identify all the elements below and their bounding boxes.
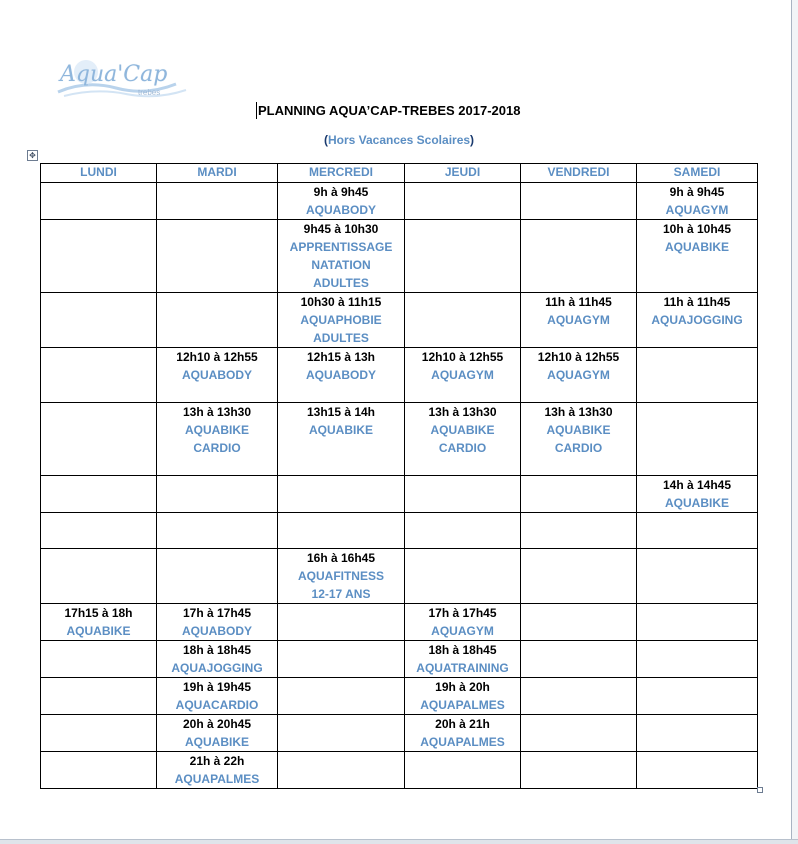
schedule-cell[interactable] [41,220,157,293]
schedule-cell[interactable] [41,513,157,549]
table-row [41,715,758,752]
schedule-cell[interactable] [278,549,405,604]
session-time: 20h à 21h [435,717,490,731]
schedule-cell[interactable] [157,549,278,604]
session-time: 10h à 10h45 [662,222,732,236]
schedule-cell[interactable] [521,549,637,604]
schedule-cell[interactable] [405,752,521,789]
schedule-cell[interactable] [521,348,637,403]
session-activity: AQUAPALMES [420,698,505,712]
session-time: 12h15 à 13h [306,350,376,364]
schedule-cell[interactable] [405,220,521,293]
session-activity: AQUAGYM [431,624,494,638]
schedule-cell[interactable] [637,641,758,678]
schedule-cell[interactable] [157,476,278,513]
session-time: 11h à 11h45 [545,295,612,309]
session-activity: AQUAGYM [665,203,729,217]
schedule-cell[interactable] [41,293,157,348]
page-title: PLANNING AQUA’CAP-TREBES 2017-2018 [258,103,521,118]
schedule-cell[interactable] [41,715,157,752]
session-activity: AQUAJOGGING [651,313,743,327]
schedule-cell[interactable] [41,678,157,715]
session-time: 9h à 9h45 [313,185,369,199]
schedule-cell[interactable] [157,293,278,348]
schedule-cell[interactable] [521,183,637,220]
table-row [41,513,758,549]
table-resize-handle[interactable] [757,787,763,793]
schedule-cell[interactable] [637,549,758,604]
table-row [41,348,758,403]
schedule-cell[interactable] [157,678,278,715]
table-row [41,678,758,715]
session-activity: AQUABODY [181,368,252,382]
session-activity: AQUAGYM [547,368,610,382]
session-time: 16h à 16h45 [306,551,376,565]
table-row [41,752,758,789]
table-row [41,220,758,293]
session-activity: AQUABIKE [308,423,373,437]
schedule-cell[interactable] [637,348,758,403]
session-activity: AQUAPALMES [174,772,260,786]
schedule-cell[interactable] [157,513,278,549]
schedule-cell[interactable] [637,604,758,641]
schedule-cell[interactable] [278,715,405,752]
session-activity: CARDIO [438,441,487,455]
session-time: 19h à 20h [435,680,490,694]
subtitle-text: Hors Vacances Scolaires [327,133,471,147]
schedule-cell[interactable] [637,293,758,348]
schedule-cell[interactable] [157,752,278,789]
session-time: 17h15 à 18h [64,606,133,620]
schedule-cell[interactable] [157,220,278,293]
schedule-cell[interactable] [278,220,405,293]
schedule-cell[interactable] [405,641,521,678]
schedule-cell[interactable] [41,641,157,678]
session-time: 17h à 17h45 [428,606,497,620]
schedule-cell[interactable] [278,641,405,678]
session-activity: AQUAPHOBIE [300,313,382,327]
schedule-cell[interactable] [157,348,278,403]
session-activity: NATATION [311,258,371,272]
table-row [41,549,758,604]
schedule-cell[interactable] [521,403,637,476]
session-time: 12h10 à 12h55 [176,350,258,364]
session-activity: AQUABODY [305,203,376,217]
table-header-row [41,164,758,183]
schedule-cell[interactable] [521,752,637,789]
schedule-cell[interactable] [41,348,157,403]
header-vendredi: VENDREDI [521,164,637,183]
table-move-handle-icon[interactable]: ✥ [27,150,38,161]
logo-subtext: trebes [138,88,161,97]
session-time: 11h à 11h45 [663,295,731,309]
schedule-cell[interactable] [157,641,278,678]
aquacap-logo [56,58,196,104]
window-bottom-edge [0,839,798,844]
session-activity: 12-17 ANS [311,587,371,601]
session-time: 10h30 à 11h15 [300,295,382,309]
session-activity: AQUATRAINING [416,661,509,675]
header-lundi: LUNDI [41,164,157,183]
table-row [41,604,758,641]
schedule-cell[interactable] [521,715,637,752]
schedule-cell[interactable] [521,604,637,641]
logo-text: Aqua'Cap [60,62,168,87]
schedule-cell[interactable] [278,678,405,715]
schedule-cell[interactable] [405,403,521,476]
session-activity: AQUABIKE [546,423,611,437]
schedule-cell[interactable] [405,293,521,348]
session-activity: AQUABIKE [664,496,729,510]
session-time: 14h à 14h45 [662,478,732,492]
session-time: 17h à 17h45 [182,606,252,620]
schedule-cell[interactable] [157,604,278,641]
schedule-cell[interactable] [278,348,405,403]
session-activity: AQUAJOGGING [171,661,263,675]
session-activity: AQUAGYM [547,313,610,327]
schedule-cell[interactable] [637,715,758,752]
schedule-cell[interactable] [278,293,405,348]
session-time: 19h à 19h45 [182,680,252,694]
table-row [41,293,758,348]
session-time: 13h à 13h30 [544,405,613,419]
schedule-cell[interactable] [637,476,758,513]
schedule-cell[interactable] [405,348,521,403]
schedule-cell[interactable] [405,715,521,752]
header-jeudi: JEUDI [405,164,521,183]
session-activity: CARDIO [193,441,241,455]
schedule-table [40,163,758,789]
schedule-cell[interactable] [637,513,758,549]
session-time: 20h à 20h45 [182,717,252,731]
schedule-cell[interactable] [278,403,405,476]
schedule-cell[interactable] [41,752,157,789]
session-time: 13h à 13h30 [182,405,252,419]
table-row [41,183,758,220]
session-time: 21h à 22h [189,754,245,768]
session-activity: AQUABIKE [664,240,729,254]
header-samedi: SAMEDI [637,164,758,183]
session-activity: AQUAGYM [431,368,494,382]
session-activity: CARDIO [554,441,603,455]
subtitle-close-paren: ) [470,133,475,147]
schedule-cell[interactable] [405,549,521,604]
schedule-cell[interactable] [521,293,637,348]
schedule-cell[interactable] [405,476,521,513]
schedule-cell[interactable] [157,403,278,476]
session-time: 13h15 à 14h [306,405,376,419]
schedule-cell[interactable] [278,513,405,549]
schedule-cell[interactable] [521,476,637,513]
schedule-cell[interactable] [521,678,637,715]
schedule-cell[interactable] [405,513,521,549]
session-time: 9h à 9h45 [669,185,725,199]
session-activity: AQUABIKE [66,624,131,638]
session-activity: AQUABODY [305,368,376,382]
session-time: 18h à 18h45 [428,643,497,657]
session-activity: ADULTES [313,276,369,290]
session-activity: AQUABIKE [430,423,495,437]
schedule-cell[interactable] [521,641,637,678]
schedule-cell[interactable] [157,183,278,220]
schedule-cell[interactable] [637,403,758,476]
schedule-cell[interactable] [41,604,157,641]
table-row [41,476,758,513]
schedule-cell[interactable] [278,476,405,513]
schedule-cell[interactable] [405,183,521,220]
schedule-cell[interactable] [41,403,157,476]
session-time: 12h10 à 12h55 [537,350,620,364]
schedule-cell[interactable] [637,183,758,220]
schedule-cell[interactable] [278,604,405,641]
header-mercredi: MERCREDI [278,164,405,183]
schedule-cell[interactable] [637,752,758,789]
header-mardi: MARDI [157,164,278,183]
table-row [41,403,758,476]
schedule-cell[interactable] [41,183,157,220]
session-activity: AQUAPALMES [420,735,505,749]
schedule-cell[interactable] [405,678,521,715]
schedule-cell[interactable] [521,220,637,293]
schedule-cell[interactable] [41,476,157,513]
session-activity: AQUABIKE [184,735,249,749]
schedule-cell[interactable] [637,220,758,293]
subtitle [0,133,798,147]
schedule-cell[interactable] [278,183,405,220]
session-time: 13h à 13h30 [428,405,497,419]
session-activity: AQUABODY [181,624,252,638]
session-activity: APPRENTISSAGE [289,240,393,254]
window-right-edge [791,0,798,844]
schedule-cell[interactable] [405,604,521,641]
session-activity: ADULTES [313,331,369,345]
session-time: 9h45 à 10h30 [303,222,379,236]
session-time: 12h10 à 12h55 [421,350,504,364]
schedule-cell[interactable] [637,678,758,715]
subtitle-open-paren: ( [323,133,328,147]
schedule-cell[interactable] [41,549,157,604]
schedule-cell[interactable] [278,752,405,789]
schedule-cell[interactable] [521,513,637,549]
session-time: 18h à 18h45 [182,643,252,657]
table-row [41,641,758,678]
session-activity: AQUACARDIO [175,698,259,712]
schedule-cell[interactable] [157,715,278,752]
session-activity: AQUAFITNESS [297,569,384,583]
session-activity: AQUABIKE [184,423,249,437]
